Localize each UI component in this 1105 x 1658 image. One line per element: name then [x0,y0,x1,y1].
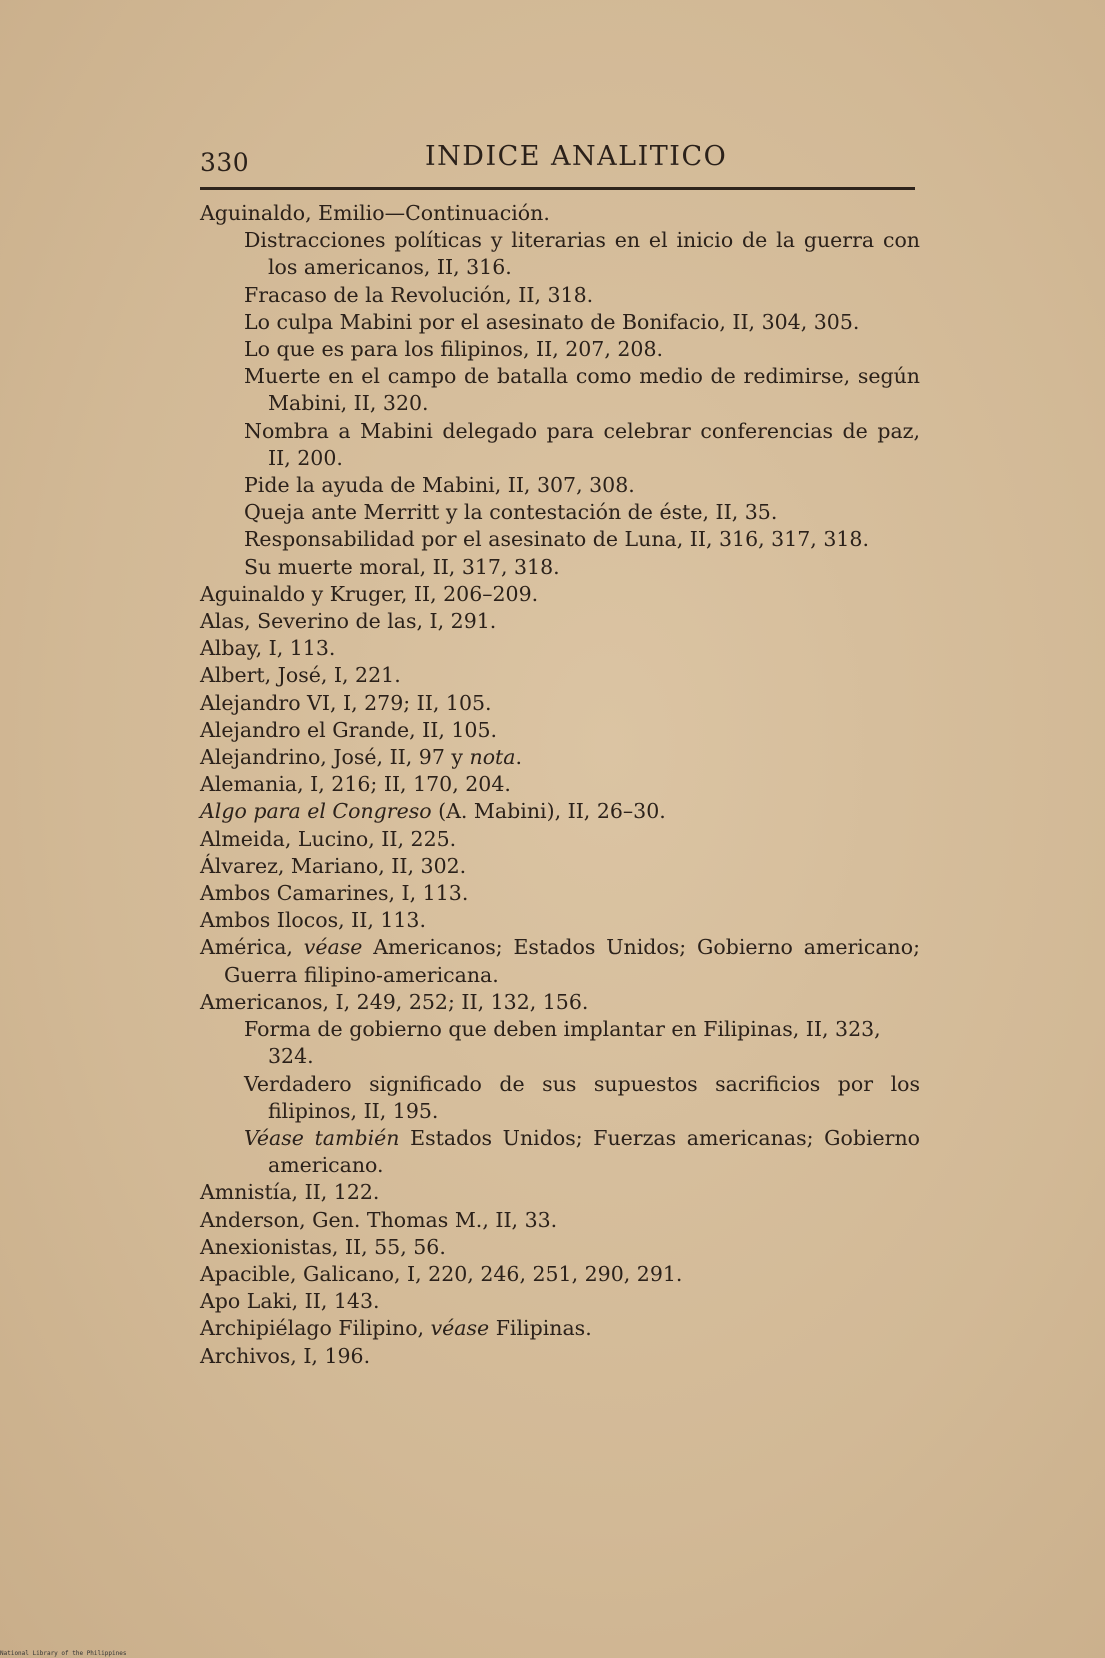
index-entry: Alejandro VI, I, 279; II, 105. [200,690,492,715]
index-entry: Alemania, I, 216; II, 170, 204. [200,772,511,797]
entry-text: Alejandrino, José, II, 97 y [200,745,470,770]
index-entry: Ambos Ilocos, II, 113. [200,908,426,933]
entry-italic-title: Algo para el Congreso [200,799,432,824]
index-list [200,200,920,1370]
entry-text: Estados Unidos; Fuerzas americanas; Gobierno americano. [268,1125,921,1178]
entry-text: Filipinas. [489,1316,592,1341]
index-subentry: Pide la ayuda de Mabini, II, 307, 308. [244,473,635,498]
entry-italic: véase [303,935,363,960]
entry-text: Archipiélago Filipino, [200,1316,431,1341]
index-entry: Almeida, Lucino, II, 225. [200,826,457,851]
index-subentry: Forma de gobierno que deben implantar en Filipinas, II, 323, 324. [244,1017,881,1069]
index-subentry: Distracciones políticas y literarias en el inicio de la guerra con los americanos, II, 316. [244,228,920,280]
index-entry: Aguinaldo, Emilio—Continuación. [200,201,550,225]
entry-text: (A. Mabini), II, 26–30. [431,799,666,824]
entry-text: América, [200,935,304,960]
header-rule [200,187,915,190]
index-entry: Alejandro el Grande, II, 105. [200,717,498,742]
index-subentry: Lo que es para los filipinos, II, 207, 208. [244,337,664,362]
index-entry [200,934,920,988]
index-subentry: Su muerte moral, II, 317, 318. [244,554,560,579]
index-entry: Albert, José, I, 221. [200,663,401,688]
index-entry: Álvarez, Mariano, II, 302. [200,853,467,878]
index-entry: Alas, Severino de las, I, 291. [200,609,497,634]
index-entry: Archivos, I, 196. [200,1343,371,1368]
index-subentry: Fracaso de la Revolución, II, 318. [244,282,594,307]
index-subentry: Lo culpa Mabini por el asesinato de Bonifacio, II, 304, 305. [244,309,860,334]
footer-credit: National Library of the Philippines [0,1650,127,1657]
entry-text: Americanos; Estados Unidos; Gobierno americano; Guerra filipino-americana. [224,935,921,987]
running-head: INDICE ANALITICO [425,141,728,172]
index-subentry [244,1125,920,1179]
index-subentry: Queja ante Merritt y la contestación de éste, II, 35. [244,500,778,525]
entry-italic: Véase también [244,1125,400,1150]
entry-italic: véase [430,1316,490,1341]
index-entry: Anderson, Gen. Thomas M., II, 33. [200,1207,558,1232]
index-subentry: Verdadero significado de sus supuestos sacrificios por los filipinos, II, 195. [244,1071,920,1123]
index-entry [200,798,920,825]
entry-text: . [515,745,523,770]
index-entry: Anexionistas, II, 55, 56. [200,1234,446,1259]
index-entry: Apacible, Galicano, I, 220, 246, 251, 290, 291. [200,1261,683,1286]
index-entry: Aguinaldo y Kruger, II, 206–209. [200,581,539,606]
index-entry: Apo Laki, II, 143. [200,1289,380,1314]
index-entry [200,1315,920,1342]
index-entry [200,744,920,771]
index-subentry: Responsabilidad por el asesinato de Luna, II, 316, 317, 318. [244,527,869,552]
index-entry: Albay, I, 113. [200,636,336,661]
entry-italic: nota [469,745,516,770]
index-subentry: Nombra a Mabini delegado para celebrar conferencias de paz, II, 200. [244,418,920,470]
index-subentry: Muerte en el campo de batalla como medio de redimirse, según Mabini, II, 320. [244,364,920,416]
index-entry: Ambos Camarines, I, 113. [200,881,469,906]
index-entry: Americanos, I, 249, 252; II, 132, 156. [200,989,589,1014]
index-entry: Amnistía, II, 122. [200,1180,380,1205]
page-number: 330 [200,148,250,177]
